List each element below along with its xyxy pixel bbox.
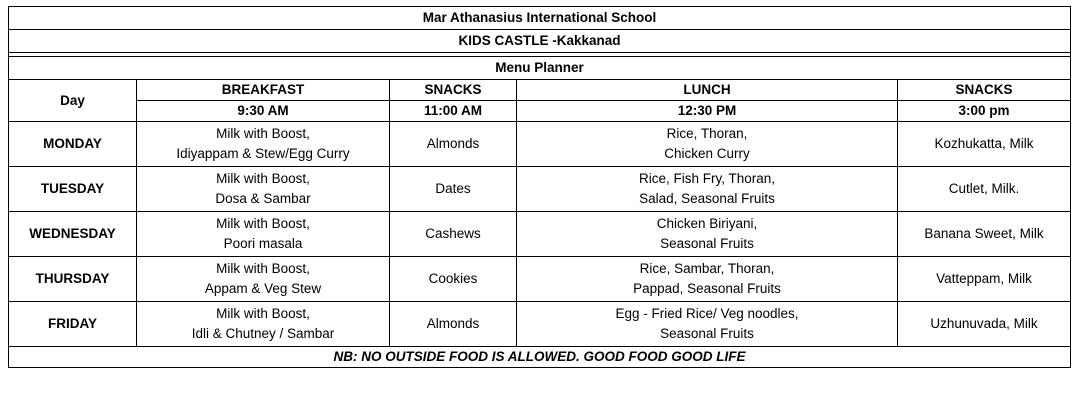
planner-title: Menu Planner	[9, 57, 1071, 80]
table-row	[9, 122, 1071, 167]
day-cell: WEDNESDAY	[9, 212, 137, 257]
lunch-line: Pappad, Seasonal Fruits	[633, 281, 781, 296]
snacks-evening-cell: Banana Sweet, Milk	[898, 212, 1071, 257]
breakfast-cell	[137, 122, 390, 167]
lunch-cell	[517, 122, 898, 167]
snacks-evening-cell: Uzhunuvada, Milk	[898, 302, 1071, 347]
breakfast-cell	[137, 302, 390, 347]
table-row	[9, 212, 1071, 257]
school-name: Mar Athanasius International School	[9, 7, 1071, 30]
header-snacks-morning-time: 11:00 AM	[423, 103, 483, 118]
breakfast-cell	[137, 167, 390, 212]
breakfast-line: Milk with Boost,	[216, 216, 310, 231]
day-cell: MONDAY	[9, 122, 137, 167]
header-row	[9, 80, 1071, 122]
snacks-morning-cell: Almonds	[390, 122, 517, 167]
header-breakfast	[137, 80, 390, 122]
day-cell: THURSDAY	[9, 257, 137, 302]
snacks-evening-cell: Vatteppam, Milk	[898, 257, 1071, 302]
snacks-morning-cell: Almonds	[390, 302, 517, 347]
breakfast-cell	[137, 257, 390, 302]
day-cell: FRIDAY	[9, 302, 137, 347]
lunch-line: Rice, Sambar, Thoran,	[639, 261, 775, 276]
breakfast-line: Idiyappam & Stew/Egg Curry	[176, 146, 350, 161]
lunch-line: Chicken Biriyani,	[656, 216, 758, 231]
breakfast-line: Dosa & Sambar	[215, 191, 311, 206]
header-lunch-time: 12:30 PM	[677, 103, 737, 118]
menu-table	[8, 6, 1071, 368]
lunch-line: Rice, Fish Fry, Thoran,	[638, 171, 776, 186]
table-row	[9, 302, 1071, 347]
breakfast-line: Poori masala	[223, 236, 303, 251]
table-row	[9, 167, 1071, 212]
lunch-line: Egg - Fried Rice/ Veg noodles,	[615, 306, 799, 321]
header-snacks-evening-label: SNACKS	[898, 80, 1070, 101]
breakfast-line: Milk with Boost,	[216, 306, 310, 321]
snacks-morning-cell: Cookies	[390, 257, 517, 302]
breakfast-cell	[137, 212, 390, 257]
lunch-line: Rice, Thoran,	[666, 126, 748, 141]
menu-planner-sheet	[8, 6, 1071, 368]
header-breakfast-time: 9:30 AM	[237, 103, 289, 118]
lunch-line: Chicken Curry	[664, 146, 750, 161]
snacks-evening-cell: Kozhukatta, Milk	[898, 122, 1071, 167]
header-snacks-morning-label: SNACKS	[390, 80, 516, 101]
header-lunch-label: LUNCH	[517, 80, 897, 101]
lunch-cell	[517, 212, 898, 257]
snacks-morning-cell: Dates	[390, 167, 517, 212]
snacks-morning-cell: Cashews	[390, 212, 517, 257]
header-snacks-morning	[390, 80, 517, 122]
breakfast-line: Appam & Veg Stew	[204, 281, 322, 296]
header-day: Day	[9, 80, 137, 122]
lunch-line: Salad, Seasonal Fruits	[639, 191, 775, 206]
branch-name: KIDS CASTLE -Kakkanad	[9, 30, 1071, 53]
breakfast-line: Milk with Boost,	[216, 126, 310, 141]
breakfast-line: Milk with Boost,	[216, 171, 310, 186]
snacks-evening-cell: Cutlet, Milk.	[898, 167, 1071, 212]
header-snacks-evening	[898, 80, 1071, 122]
lunch-cell	[517, 167, 898, 212]
lunch-line: Seasonal Fruits	[660, 236, 754, 251]
lunch-cell	[517, 257, 898, 302]
footer-note: NB: NO OUTSIDE FOOD IS ALLOWED. GOOD FOOD GOOD LIFE	[9, 347, 1071, 368]
day-cell: TUESDAY	[9, 167, 137, 212]
lunch-cell	[517, 302, 898, 347]
breakfast-line: Idli & Chutney / Sambar	[191, 326, 335, 341]
header-snacks-evening-time: 3:00 pm	[958, 103, 1010, 118]
header-breakfast-label: BREAKFAST	[137, 80, 389, 101]
lunch-line: Seasonal Fruits	[660, 326, 754, 341]
table-row	[9, 257, 1071, 302]
header-lunch	[517, 80, 898, 122]
breakfast-line: Milk with Boost,	[216, 261, 310, 276]
